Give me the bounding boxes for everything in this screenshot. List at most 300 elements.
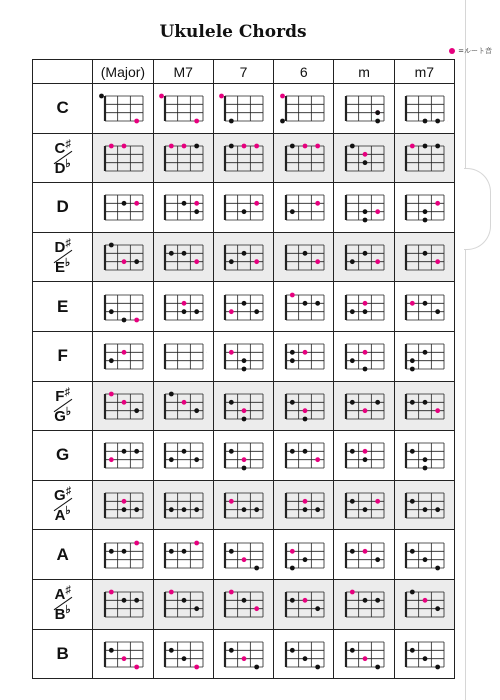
chord-cell	[394, 629, 454, 679]
sharp-name	[52, 486, 74, 503]
chord-cell	[153, 232, 213, 282]
chord-diagram-icon	[99, 438, 147, 472]
chord-cell	[93, 232, 153, 282]
finger-dot	[194, 408, 199, 413]
chord-cell	[394, 530, 454, 580]
root-note-dot	[242, 143, 247, 148]
enharmonic-label	[52, 238, 74, 275]
chord-diagram-icon	[340, 587, 388, 621]
chord-diagram-icon	[159, 587, 207, 621]
root-note: C	[54, 139, 66, 157]
root-note-dot	[410, 143, 415, 148]
chord-diagram-icon	[99, 91, 147, 125]
root-note-dot	[290, 549, 295, 554]
root-note-dot	[134, 540, 139, 545]
flat-sign: ♭	[65, 405, 72, 418]
chord-diagram-icon	[280, 538, 328, 572]
chord-cell	[153, 431, 213, 481]
finger-dot	[242, 598, 247, 603]
chord-cell	[93, 629, 153, 679]
finger-dot	[315, 664, 320, 669]
page-title: Ukulele Chords	[159, 22, 307, 42]
chord-diagram-icon	[400, 141, 448, 175]
finger-dot	[194, 143, 199, 148]
chord-cell	[334, 431, 394, 481]
flat-sign: ♭	[65, 157, 71, 170]
chord-diagram-icon	[340, 190, 388, 224]
chord-diagram-icon	[280, 587, 328, 621]
chord-row	[33, 133, 455, 183]
chord-cell	[213, 232, 273, 282]
root-note-dot	[363, 656, 368, 661]
chord-rows	[33, 84, 455, 679]
chord-diagram-icon	[280, 240, 328, 274]
finger-dot	[423, 458, 428, 463]
chord-row	[33, 84, 455, 134]
chord-diagram-icon	[159, 538, 207, 572]
finger-dot	[182, 549, 187, 554]
chord-diagram-icon	[400, 240, 448, 274]
root-note-dot	[363, 152, 368, 157]
finger-dot	[182, 201, 187, 206]
chord-diagram-icon	[219, 587, 267, 621]
chord-diagram-icon	[340, 91, 388, 125]
finger-dot	[375, 557, 380, 562]
chord-diagram-icon	[159, 339, 207, 373]
root-note-dot	[242, 458, 247, 463]
row-header	[33, 381, 93, 431]
finger-dot	[229, 143, 234, 148]
finger-dot	[122, 201, 127, 206]
root-note-dot	[122, 499, 127, 504]
root-note-dot	[350, 590, 355, 595]
root-note-dot	[436, 201, 441, 206]
column-header: 7	[213, 60, 273, 84]
finger-dot	[423, 466, 428, 471]
root-note-dot	[169, 143, 174, 148]
root-note-dot	[194, 664, 199, 669]
finger-dot	[122, 449, 127, 454]
chord-diagram-icon	[400, 488, 448, 522]
finger-dot	[290, 400, 295, 405]
chord-diagram-icon	[340, 488, 388, 522]
finger-dot	[255, 565, 260, 570]
chord-row	[33, 183, 455, 233]
chord-cell	[153, 183, 213, 233]
finger-dot	[229, 449, 234, 454]
finger-dot	[169, 391, 174, 396]
root-note-dot	[255, 607, 260, 612]
finger-dot	[169, 549, 174, 554]
finger-dot	[169, 507, 174, 512]
chord-cell	[213, 183, 273, 233]
chord-diagram-icon	[400, 637, 448, 671]
row-header	[33, 431, 93, 481]
chord-diagram-icon	[280, 190, 328, 224]
chord-diagram-icon	[400, 438, 448, 472]
chord-cell	[334, 232, 394, 282]
flat-note: B	[54, 606, 66, 624]
finger-dot	[350, 143, 355, 148]
finger-dot	[182, 251, 187, 256]
row-header	[33, 629, 93, 679]
chord-row	[33, 431, 455, 481]
root-note-dot	[315, 458, 320, 463]
chord-cell	[153, 381, 213, 431]
root-note-dot	[134, 317, 139, 322]
root-note-dot	[280, 94, 285, 99]
finger-dot	[290, 350, 295, 355]
finger-dot	[255, 664, 260, 669]
finger-dot	[290, 598, 295, 603]
root-note-dot	[290, 292, 295, 297]
finger-dot	[182, 598, 187, 603]
enharmonic-label	[52, 139, 74, 176]
chord-row	[33, 282, 455, 332]
finger-dot	[134, 449, 139, 454]
corner-cell	[33, 60, 93, 84]
chord-diagram-icon	[99, 587, 147, 621]
finger-dot	[410, 367, 415, 372]
chord-row	[33, 530, 455, 580]
finger-dot	[242, 359, 247, 364]
root-note-dot	[109, 391, 114, 396]
finger-dot	[410, 499, 415, 504]
chord-diagram-icon	[340, 389, 388, 423]
chord-diagram-icon	[159, 290, 207, 324]
finger-dot	[242, 507, 247, 512]
chord-diagram-icon	[280, 389, 328, 423]
chord-diagram-icon	[400, 91, 448, 125]
chord-diagram-icon	[340, 141, 388, 175]
finger-dot	[350, 648, 355, 653]
root-note-dot	[315, 143, 320, 148]
chord-cell	[334, 579, 394, 629]
root-note-dot	[109, 458, 114, 463]
finger-dot	[242, 416, 247, 421]
root-note-dot	[302, 143, 307, 148]
chord-cell	[153, 331, 213, 381]
finger-dot	[302, 557, 307, 562]
sharp-sign: ♯	[64, 385, 70, 398]
chord-cell	[394, 183, 454, 233]
finger-dot	[423, 656, 428, 661]
sharp-name	[52, 387, 74, 404]
chord-diagram-icon	[280, 488, 328, 522]
root-note-dot	[194, 119, 199, 124]
chord-cell	[274, 232, 334, 282]
chord-cell	[153, 530, 213, 580]
folder-tab	[464, 168, 491, 250]
root-note-dot	[363, 408, 368, 413]
root-note: C	[56, 98, 69, 118]
finger-dot	[315, 607, 320, 612]
chord-cell	[213, 133, 273, 183]
root-note: F	[55, 387, 65, 405]
chord-table	[32, 59, 455, 679]
finger-dot	[122, 549, 127, 554]
chord-cell	[153, 282, 213, 332]
finger-dot	[194, 309, 199, 314]
finger-dot	[182, 656, 187, 661]
chord-diagram-icon	[400, 339, 448, 373]
root-note-dot	[255, 143, 260, 148]
finger-dot	[290, 359, 295, 364]
finger-dot	[423, 210, 428, 215]
chord-cell	[394, 381, 454, 431]
chord-cell	[394, 579, 454, 629]
root-note: F	[57, 346, 68, 366]
finger-dot	[290, 210, 295, 215]
chord-cell	[334, 480, 394, 530]
chord-diagram-icon	[159, 91, 207, 125]
chord-cell	[274, 629, 334, 679]
chord-diagram-icon	[159, 389, 207, 423]
finger-dot	[302, 416, 307, 421]
finger-dot	[363, 367, 368, 372]
finger-dot	[423, 218, 428, 223]
chord-cell	[274, 331, 334, 381]
finger-dot	[290, 565, 295, 570]
finger-dot	[255, 309, 260, 314]
root-note-dot	[122, 656, 127, 661]
root-note: D	[56, 197, 69, 217]
finger-dot	[436, 607, 441, 612]
chord-diagram-icon	[99, 389, 147, 423]
chord-diagram-icon	[219, 91, 267, 125]
chord-diagram-icon	[340, 438, 388, 472]
root-note-dot	[315, 201, 320, 206]
root-note-dot	[169, 590, 174, 595]
finger-dot	[410, 400, 415, 405]
chord-diagram-icon	[280, 290, 328, 324]
finger-dot	[134, 598, 139, 603]
chord-cell	[153, 629, 213, 679]
chord-cell	[334, 629, 394, 679]
chord-cell	[274, 579, 334, 629]
chord-cell	[274, 183, 334, 233]
chord-cell	[213, 381, 273, 431]
root-note-dot	[375, 499, 380, 504]
chord-diagram-icon	[99, 339, 147, 373]
finger-dot	[315, 507, 320, 512]
root-note: B	[56, 643, 69, 663]
row-header	[33, 232, 93, 282]
root-note-dot	[363, 301, 368, 306]
chord-diagram-icon	[219, 339, 267, 373]
finger-dot	[290, 449, 295, 454]
row-header	[33, 84, 93, 134]
root-note-dot	[363, 549, 368, 554]
finger-dot	[229, 648, 234, 653]
finger-dot	[410, 449, 415, 454]
chord-cell	[213, 84, 273, 134]
finger-dot	[229, 259, 234, 264]
chord-diagram-icon	[219, 438, 267, 472]
finger-dot	[375, 111, 380, 116]
chord-diagram-icon	[400, 190, 448, 224]
finger-dot	[302, 507, 307, 512]
finger-dot	[182, 449, 187, 454]
root-note-dot	[302, 350, 307, 355]
chord-row	[33, 232, 455, 282]
chord-diagram-icon	[219, 240, 267, 274]
legend	[449, 46, 492, 56]
chord-row	[33, 629, 455, 679]
chord-cell	[213, 579, 273, 629]
chord-row	[33, 480, 455, 530]
finger-dot	[363, 507, 368, 512]
finger-dot	[315, 301, 320, 306]
sharp-name	[52, 238, 74, 255]
finger-dot	[109, 549, 114, 554]
finger-dot	[302, 656, 307, 661]
root-note-dot	[229, 499, 234, 504]
root-note-dot	[182, 400, 187, 405]
finger-dot	[255, 507, 260, 512]
chord-diagram-icon	[159, 240, 207, 274]
chord-diagram-icon	[159, 438, 207, 472]
finger-dot	[229, 400, 234, 405]
finger-dot	[363, 598, 368, 603]
root-note-dot	[229, 309, 234, 314]
root-note: G	[54, 487, 66, 505]
chord-cell	[153, 579, 213, 629]
root-note-dot	[363, 350, 368, 355]
enharmonic-label	[52, 585, 74, 622]
finger-dot	[423, 557, 428, 562]
chord-cell	[394, 84, 454, 134]
finger-dot	[290, 648, 295, 653]
chord-diagram-icon	[159, 637, 207, 671]
chord-cell	[93, 84, 153, 134]
chord-row	[33, 331, 455, 381]
chord-diagram-icon	[340, 538, 388, 572]
finger-dot	[423, 301, 428, 306]
chord-cell	[274, 282, 334, 332]
column-header: 6	[274, 60, 334, 84]
chord-cell	[394, 480, 454, 530]
chord-diagram-icon	[280, 438, 328, 472]
chord-cell	[93, 331, 153, 381]
root-note-dot	[302, 499, 307, 504]
finger-dot	[182, 309, 187, 314]
enharmonic-label	[52, 486, 74, 523]
chord-diagram-icon	[219, 637, 267, 671]
finger-dot	[302, 449, 307, 454]
finger-dot	[436, 565, 441, 570]
root-note-dot	[229, 350, 234, 355]
chord-cell	[274, 431, 334, 481]
column-header: m7	[394, 60, 454, 84]
row-header	[33, 183, 93, 233]
root-note-dot	[122, 400, 127, 405]
finger-dot	[375, 400, 380, 405]
finger-dot	[423, 507, 428, 512]
finger-dot	[109, 648, 114, 653]
root-note-dot	[134, 201, 139, 206]
finger-dot	[410, 359, 415, 364]
header-row	[33, 60, 455, 84]
flat-note: G	[54, 407, 66, 425]
finger-dot	[423, 400, 428, 405]
chord-cell	[394, 331, 454, 381]
finger-dot	[410, 648, 415, 653]
chord-cell	[274, 530, 334, 580]
finger-dot	[302, 251, 307, 256]
chord-cell	[93, 183, 153, 233]
finger-dot	[350, 309, 355, 314]
root-note-dot	[410, 301, 415, 306]
chord-row	[33, 579, 455, 629]
finger-dot	[375, 664, 380, 669]
finger-dot	[436, 664, 441, 669]
finger-dot	[350, 259, 355, 264]
finger-dot	[122, 317, 127, 322]
finger-dot	[182, 507, 187, 512]
chord-cell	[394, 232, 454, 282]
finger-dot	[436, 309, 441, 314]
chord-diagram-icon	[340, 637, 388, 671]
root-note-dot	[242, 557, 247, 562]
chord-cell	[213, 331, 273, 381]
root-note-dot	[220, 94, 225, 99]
chord-diagram-icon	[340, 290, 388, 324]
chord-cell	[394, 282, 454, 332]
finger-dot	[122, 507, 127, 512]
root-note-dot	[122, 143, 127, 148]
root-note-dot	[375, 210, 380, 215]
root-note-dot	[242, 408, 247, 413]
root-note-dot	[182, 143, 187, 148]
finger-dot	[410, 590, 415, 595]
chord-diagram-icon	[280, 91, 328, 125]
row-header	[33, 579, 93, 629]
chord-diagram-icon	[280, 637, 328, 671]
finger-dot	[350, 449, 355, 454]
root-note: A	[54, 586, 66, 604]
chord-diagram-icon	[159, 488, 207, 522]
root-note-dot	[315, 259, 320, 264]
finger-dot	[242, 466, 247, 471]
finger-dot	[229, 549, 234, 554]
finger-dot	[350, 400, 355, 405]
flat-note: E	[55, 259, 66, 277]
sharp-name	[52, 585, 74, 602]
finger-dot	[363, 210, 368, 215]
chord-cell	[93, 381, 153, 431]
finger-dot	[169, 648, 174, 653]
row-header	[33, 331, 93, 381]
finger-dot	[194, 458, 199, 463]
root-note-dot	[375, 259, 380, 264]
chord-diagram-icon	[159, 141, 207, 175]
finger-dot	[375, 119, 380, 124]
chord-cell	[213, 629, 273, 679]
flat-sign: ♭	[65, 257, 71, 270]
finger-dot	[423, 143, 428, 148]
chord-cell	[213, 282, 273, 332]
finger-dot	[229, 119, 234, 124]
chord-diagram-icon	[280, 339, 328, 373]
flat-sign: ♭	[65, 505, 71, 518]
chord-cell	[153, 133, 213, 183]
chord-diagram-icon	[99, 290, 147, 324]
finger-dot	[436, 119, 441, 124]
root-note-dot	[302, 408, 307, 413]
chord-cell	[93, 480, 153, 530]
finger-dot	[423, 119, 428, 124]
